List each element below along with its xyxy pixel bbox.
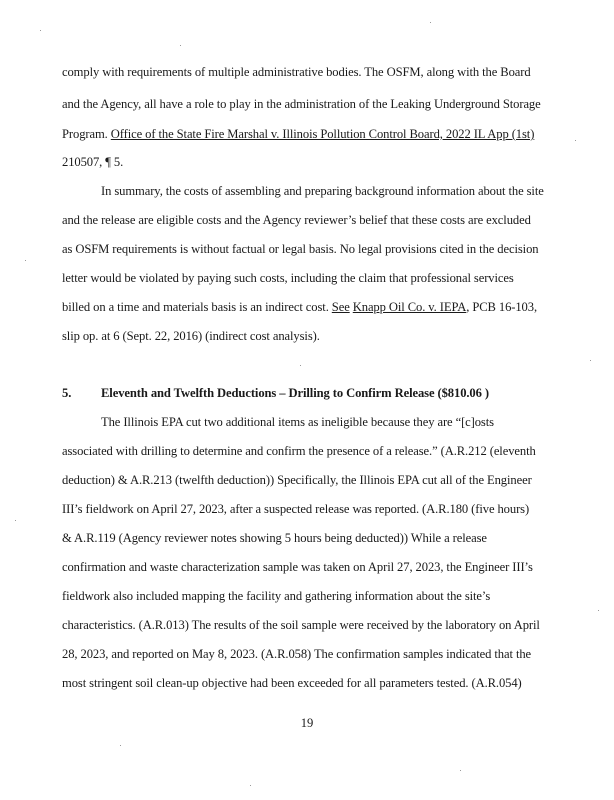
scan-speck (250, 785, 251, 786)
scan-speck (430, 22, 431, 23)
scan-speck (120, 745, 121, 746)
paragraph-3-line-1: The Illinois EPA cut two additional items as ineligible because they are “[c]osts (101, 415, 494, 429)
paragraph-1-line-4: 210507, ¶ 5. (62, 155, 124, 169)
scan-speck (25, 260, 26, 261)
paragraph-1-line-3 (62, 126, 534, 142)
paragraph-2-line-5-prefix: billed on a time and materials basis is an indirect cost. (62, 300, 332, 314)
paragraph-2-line-5 (62, 299, 537, 315)
paragraph-2-line-3: as OSFM requirements is without factual or legal basis. No legal provisions cited in the decision (62, 242, 539, 256)
case-citation-knapp: Knapp Oil Co. v. IEPA (352, 300, 467, 314)
section-title: Eleventh and Twelfth Deductions – Drilling to Confirm Release ($810.06 ) (101, 386, 489, 400)
section-heading (62, 385, 489, 401)
paragraph-2-line-5-suffix: , PCB 16-103, (466, 300, 537, 314)
paragraph-2-line-6: slip op. at 6 (Sept. 22, 2016) (indirect cost analysis). (62, 329, 320, 343)
paragraph-3-line-2: associated with drilling to determine and confirm the presence of a release.” (A.R.212 (eleventh (62, 444, 536, 458)
scan-speck (180, 45, 181, 46)
scan-speck (40, 30, 41, 31)
paragraph-1-line-3-prefix: Program. (62, 127, 111, 141)
paragraph-3-line-5: & A.R.119 (Agency reviewer notes showing 5 hours being deducted)) While a release (62, 531, 487, 545)
paragraph-1-line-1: comply with requirements of multiple administrative bodies. The OSFM, along with the Board (62, 65, 531, 79)
scan-speck (575, 140, 576, 141)
page-number: 19 (300, 716, 314, 730)
paragraph-3-line-7: fieldwork also included mapping the facility and gathering information about the site’s (62, 589, 491, 603)
scan-speck (590, 360, 591, 361)
paragraph-2-line-4: letter would be violated by paying such costs, including the claim that professional services (62, 271, 514, 285)
case-citation-osfm: Office of the State Fire Marshal v. Illinois Pollution Control Board, 2022 IL App (1st) (110, 127, 535, 141)
paragraph-3-line-8: characteristics. (A.R.013) The results of the soil sample were received by the laboratory on April (62, 618, 540, 632)
section-number: 5. (62, 386, 72, 400)
paragraph-2-line-1: In summary, the costs of assembling and preparing background information about the site (101, 184, 544, 198)
paragraph-3-line-4: III’s fieldwork on April 27, 2023, after a suspected release was reported. (A.R.180 (five hours) (62, 502, 530, 516)
paragraph-2-line-2: and the release are eligible costs and the Agency reviewer’s belief that these costs are excluded (62, 213, 531, 227)
scan-speck (300, 365, 301, 366)
scan-speck (460, 770, 461, 771)
scan-speck (15, 520, 16, 521)
paragraph-1-line-2: and the Agency, all have a role to play in the administration of the Leaking Underground Storage (62, 97, 541, 111)
paragraph-3-line-10: most stringent soil clean-up objective had been exceeded for all parameters tested. (A.R.054) (62, 676, 522, 690)
paragraph-3-line-3: deduction) & A.R.213 (twelfth deduction)) Specifically, the Illinois EPA cut all of the Engineer (62, 473, 532, 487)
see-signal: See (331, 300, 350, 314)
paragraph-3-line-9: 28, 2023, and reported on May 8, 2023. (A.R.058) The confirmation samples indicated that the (62, 647, 532, 661)
paragraph-3-line-6: confirmation and waste characterization sample was taken on April 27, 2023, the Engineer III’s (62, 560, 533, 574)
scan-speck (598, 610, 599, 611)
